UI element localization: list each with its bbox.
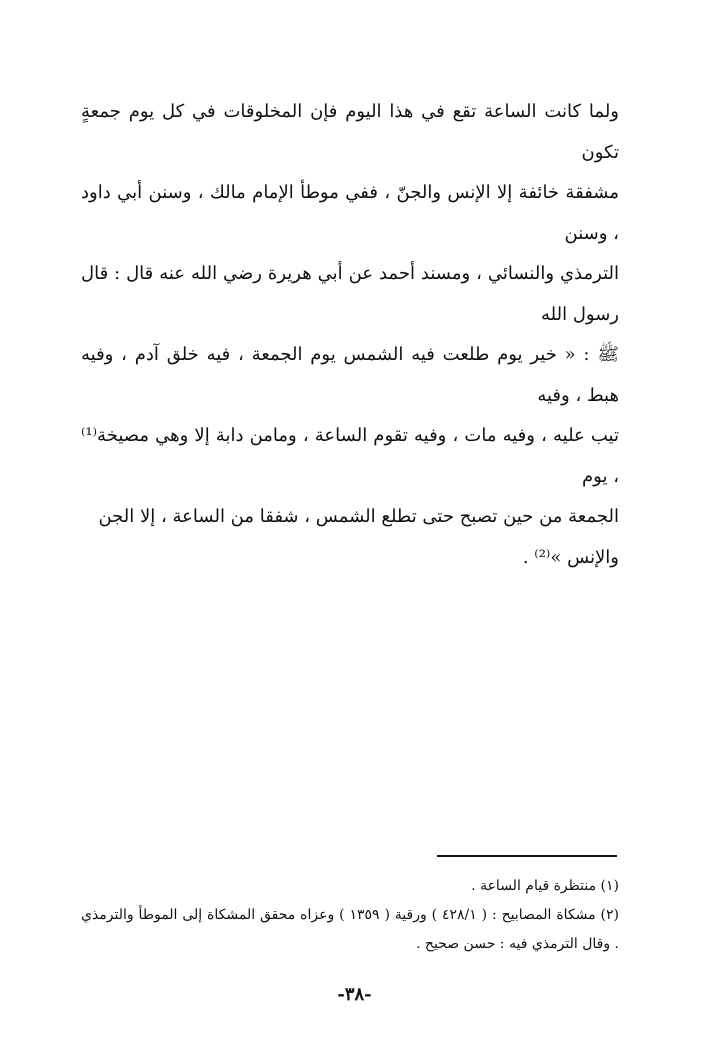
body-line: مشفقة خائفة إلا الإنس والجنّ ، ففي موطأ الإمام مالك ، وسنن أبي داود ، وسنن <box>81 182 619 244</box>
body-line: تيب عليه ، وفيه مات ، وفيه تقوم الساعة ، ومامن دابة إلا وهي مصيخة⁽¹⁾ ، يوم <box>81 425 619 487</box>
body-line: ولما كانت الساعة تقع في هذا اليوم فإن المخلوقات في كل يوم جمعةٍ تكون <box>81 101 619 163</box>
body-line: الترمذي والنسائي ، ومسند أحمد عن أبي هريرة رضي الله عنه قال : قال رسول الله <box>81 263 619 325</box>
page-number: -٣٨- <box>337 984 372 1005</box>
footnote-separator <box>437 855 617 857</box>
body-line: الجمعة من حين تصبح حتى تطلع الشمس ، شفقا من الساعة ، إلا الجن <box>98 506 619 527</box>
footnotes <box>81 872 619 959</box>
body-line: والإنس »⁽²⁾ . <box>522 546 619 568</box>
footnote-1: (١) منتظرة قيام الساعة . <box>471 878 619 894</box>
body-line: ﷺ : « خير يوم طلعت فيه الشمس يوم الجمعة ، فيه خلق آدم ، وفيه هبط ، وفيه <box>81 344 619 406</box>
body-text <box>81 92 619 578</box>
footnote-2: (٢) مشكاة المصابيح : ( ٤٢٨/١ ) ورقية ( ١٣٥٩ ) وعزاه محقق المشكاة إلى الموطأ والترمذي . وقال الترمذي فيه : حسن صحيح . <box>81 907 619 952</box>
